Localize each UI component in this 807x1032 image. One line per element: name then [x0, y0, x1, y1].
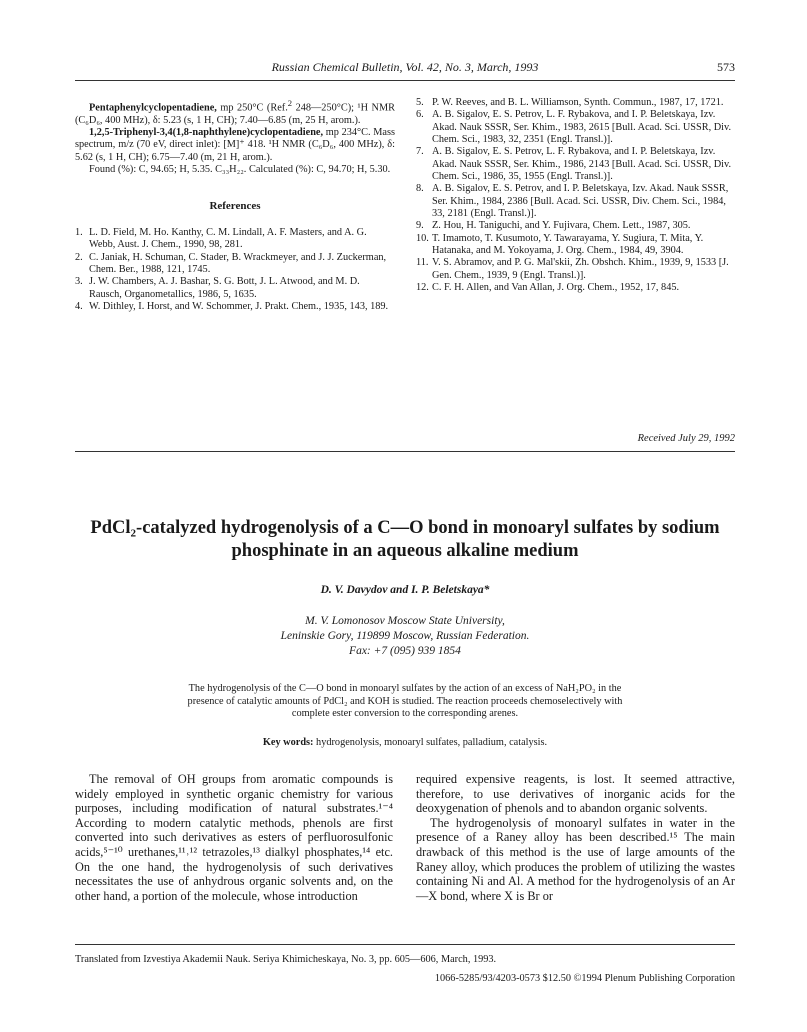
compound-1-block: Pentaphenylcyclopentadiene, mp 250°C (Ref.$^2$ 248—250°C); ¹H NMR (C₆D₆, 400 MHz), δ: 5.23 (s, 1 H, CH); 7.40—6.85 (m, 25 H, arom.). — [75, 98, 395, 126]
affiliation-line: M. V. Lomonosov Moscow State University, — [305, 615, 505, 627]
keywords-text: hydrogenolysis, monoaryl sulfates, palladium, catalysis. — [313, 737, 548, 748]
reference-item: 11. V. S. Abramov, and P. G. Mal'skii, Zh. Obshch. Khim., 1939, 9, 1533 [J. Gen. Chem., 1939, 9 (Engl. Transl.)]. — [416, 257, 729, 281]
body-right-column — [416, 772, 735, 903]
compound-1-nmr: ¹H NMR (C₆D₆, 400 MHz), δ: 5.23 (s, 1 H, CH); 7.40—6.85 (m, 25 H, arom.). — [75, 102, 395, 126]
compound-2-data: mp 234°C. Mass spectrum, m/z (70 eV, direct inlet): [M]⁺ 418. ¹H NMR (C₆D₆, 400 MHz), δ: 5.62 (s, 1 H, CH); 6.75—7.40 (m, 21 H, arom.). — [75, 127, 395, 163]
abstract: The hydrogenolysis of the C—O bond in monoaryl sulfates by the action of an excess of NaH₂PO₂ in the presence of catalytic amounts of PdCl₂ and KOH is studied. The reaction proceeds chemoselectively with complete ester conversion to the corresponding arenes. — [187, 683, 623, 719]
article-title: PdCl₂-catalyzed hydrogenolysis of a C—O bond in monoaryl sulfates by sodium phosphinate in an aqueous alkaline medium — [90, 518, 720, 561]
compound-2-name: 1,2,5-Triphenyl-3,4(1,8-naphthylene)cyclopentadiene, — [89, 127, 324, 139]
reference-item: 1. L. D. Field, M. Ho. Kanthy, C. M. Lindall, A. F. Masters, and A. G. Webb, Aust. J. Chem., 1990, 98, 281. — [75, 226, 367, 251]
body-paragraph: The hydrogenolysis of monoaryl sulfates in water in the presence of a Raney alloy has been described.¹⁵ The main drawback of this method is the use of large amounts of the Raney alloy, which produces the problem of utilizing the wastes containing Ni and Al. A method for the hydrogenolysis of an Ar—X bond, where X is Br or — [416, 815, 735, 903]
body-paragraph: The removal of OH groups from aromatic compounds is widely employed in synthetic organic chemistry for various purposes, including modification of natural substrates.¹⁻⁴ According to modern catalytic methods, phenols are first converted into such derivatives as esters of perfluorosulfonic acids,⁵⁻¹⁰ urethanes,¹¹˒¹² tetrazoles,¹³ dialkyl phosphates,¹⁴ etc. On the one hand, the hydrogenolysis of such derivatives necessitates the use of anhydrous organic solvents and, on the other hand, a portion of the molecule, whose introduction — [75, 772, 393, 903]
page-number: 573 — [717, 60, 735, 74]
reference-item: 10. T. Imamoto, T. Kusumoto, Y. Tawarayama, Y. Sugiura, T. Mita, Y. Hatanaka, and M. Yokoyama, J. Org. Chem., 1984, 49, 3904. — [416, 232, 704, 257]
reference-item: 9. Z. Hou, H. Taniguchi, and Y. Fujivara, Chem. Lett., 1987, 305. — [416, 220, 691, 232]
right-column-top — [416, 97, 736, 295]
section-rule — [75, 451, 735, 452]
article-authors: D. V. Davydov and I. P. Beletskaya* — [320, 584, 490, 596]
left-column-top — [75, 97, 395, 313]
reference-item: 12. C. F. H. Allen, and Van Allan, J. Org. Chem., 1952, 17, 845. — [416, 282, 680, 294]
journal-citation: Russian Chemical Bulletin, Vol. 42, No. 3, March, 1993 — [271, 60, 539, 74]
reference-item: 4. W. Dithley, I. Horst, and W. Schommer, J. Prakt. Chem., 1935, 143, 189. — [75, 300, 389, 312]
compound-1-name: Pentaphenylcyclopentadiene, — [89, 102, 217, 114]
footer-rule — [75, 944, 735, 945]
reference-item: 5. P. W. Reeves, and B. L. Williamson, Synth. Commun., 1987, 17, 1721. — [416, 97, 724, 108]
received-date: Received July 29, 1992 — [637, 433, 735, 444]
compound-2-block — [75, 127, 395, 164]
reference-item: 8. A. B. Sigalov, E. S. Petrov, and I. P. Beletskaya, Izv. Akad. Nauk SSSR, Ser. Khim., 1984, 2386 [Bull. Acad. Sci. USSR, Div. Chem. Sci., 1984, 33, 2181 (Engl. Transl.)]. — [416, 183, 729, 220]
references-list-right — [416, 97, 736, 295]
references-list-left — [75, 227, 395, 313]
keywords — [75, 737, 735, 748]
affiliation-fax: Fax: +7 (095) 939 1854 — [349, 645, 461, 657]
reference-item: 7. A. B. Sigalov, E. S. Petrov, L. F. Rybakova, and I. P. Beletskaya, Izv. Akad. Nauk SSSR, Ser. Khim., 1986, 2143 [Bull. Acad. Sci. USSR, Div. Chem. Sci., 1986, 35, 1955 (Engl. Transl.)]. — [416, 146, 732, 183]
header-rule — [75, 80, 735, 81]
elemental-analysis: Found (%): C, 94.65; H, 5.35. C₃₃H₂₂. Calculated (%): C, 94.70; H, 5.30. — [89, 164, 391, 176]
body-left-column — [75, 772, 393, 903]
keywords-label: Key words: — [262, 737, 314, 748]
reference-item: 3. J. W. Chambers, A. J. Bashar, S. G. Bott, J. L. Atwood, and M. D. Rausch, Organometallics, 1986, 5, 1635. — [75, 276, 360, 300]
running-header — [75, 60, 735, 76]
body-paragraph: required expensive reagents, is lost. It seemed attractive, therefore, to use derivatives of inorganic acids for the deoxygenation of phenols and to abandon organic solvents. — [416, 772, 735, 816]
reference-item: 6. A. B. Sigalov, E. S. Petrov, L. F. Rybakova, and I. P. Beletskaya, Izv. Akad. Nauk SSSR, Ser. Khim., 1983, 2615 [Bull. Acad. Sci. USSR, Div. Chem. Sci., 1983, 32, 2351 (Engl. Transl.)]. — [416, 109, 732, 146]
affiliation — [75, 614, 735, 659]
copyright-line: 1066-5285/93/4203-0573 $12.50 ©1994 Plenum Publishing Corporation — [434, 973, 735, 984]
affiliation-line: Leninskie Gory, 119899 Moscow, Russian Federation. — [280, 630, 530, 642]
reference-item: 2. C. Janiak, H. Schuman, C. Stader, B. Wrackmeyer, and J. J. Zuckerman, Chem. Ber., 1988, 121, 1745. — [75, 251, 387, 275]
translation-note: Translated from Izvestiya Akademii Nauk. Seriya Khimicheskaya, No. 3, pp. 605—606, March, 1993. — [75, 954, 497, 965]
references-heading: References — [209, 200, 261, 213]
